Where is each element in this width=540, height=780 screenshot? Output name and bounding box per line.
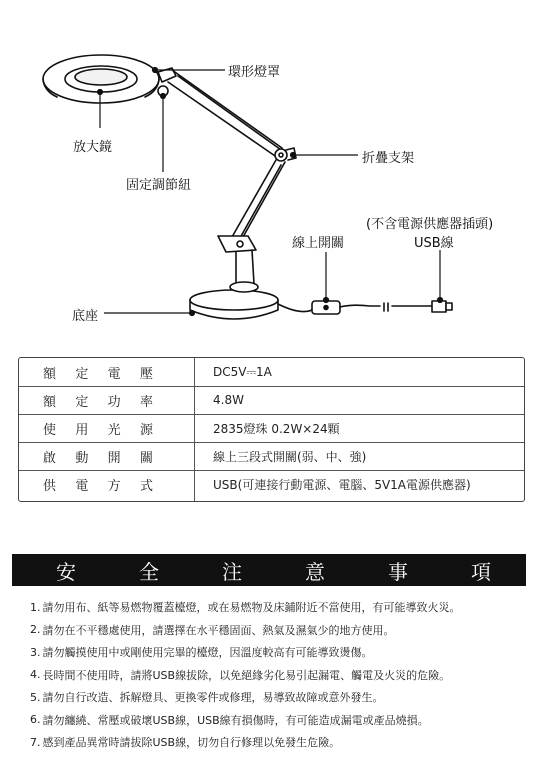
note-text: 請勿纏繞、常壓或破壞USB線，USB線有損傷時，有可能造成漏電或產品燒損。 xyxy=(42,713,429,727)
spec-value: 4.8W xyxy=(213,393,244,407)
safety-note xyxy=(30,731,520,754)
safety-note xyxy=(30,709,520,732)
note-number: 1. xyxy=(30,600,41,614)
note-number: 5. xyxy=(30,690,41,704)
spec-row-power xyxy=(19,386,524,415)
spec-key: 使 用 光 源 xyxy=(43,422,153,438)
safety-title-char: 安 xyxy=(56,559,77,584)
spec-value: 2835燈珠 0.2W×24顆 xyxy=(213,421,340,436)
lamp-ring-shade xyxy=(43,55,159,103)
note-number: 3. xyxy=(30,645,41,659)
safety-note xyxy=(30,619,520,642)
spec-key: 啟 動 開 關 xyxy=(43,450,153,466)
spec-row-switch xyxy=(19,442,524,471)
note-text: 請勿自行改造、拆解燈具、更換零件或修理，易導致故障或意外發生。 xyxy=(42,691,384,705)
safety-title-char: 意 xyxy=(305,559,326,584)
spec-key: 額 定 電 壓 xyxy=(43,366,153,382)
safety-title-char: 事 xyxy=(388,559,409,584)
label-base: 底座 xyxy=(72,309,99,324)
safety-note xyxy=(30,596,520,619)
label-inline-switch: 線上開關 xyxy=(292,236,345,251)
spec-value: USB(可連接行動電源、電腦、5V1A電源供應器) xyxy=(213,477,471,492)
spec-key: 供 電 方 式 xyxy=(43,478,153,494)
spec-row-light-source xyxy=(19,414,524,443)
label-usb-cable: USB線 xyxy=(414,236,454,251)
note-text: 長時間不使用時，請將USB線拔除，以免絕緣劣化易引起漏電、觸電及火災的危險。 xyxy=(42,668,451,682)
spec-value: 線上三段式開關(弱、中、強) xyxy=(213,449,367,464)
note-number: 7. xyxy=(30,735,41,749)
spec-table xyxy=(18,357,525,502)
safety-title-banner xyxy=(12,554,526,586)
note-text: 請勿在不平穩處使用，請選擇在水平穩固面、熱氣及濕氣少的地方使用。 xyxy=(42,623,395,637)
safety-title-char: 注 xyxy=(222,559,243,584)
label-lamp-ring: 環形燈罩 xyxy=(228,65,281,80)
safety-note xyxy=(30,641,520,664)
lamp-illustration xyxy=(0,0,540,345)
note-number: 2. xyxy=(30,623,41,637)
label-folding-bracket: 折疊支架 xyxy=(362,151,415,166)
spec-value: DC5V⎓1A xyxy=(213,364,272,379)
label-usb-note: (不含電源供應器插頭) xyxy=(366,217,494,232)
safety-title-char: 全 xyxy=(139,559,160,584)
note-number: 6. xyxy=(30,713,41,727)
safety-title-char: 項 xyxy=(471,559,492,584)
note-text: 請勿觸摸使用中或剛使用完畢的檯燈，因溫度較高有可能導致燙傷。 xyxy=(42,646,373,660)
spec-row-voltage xyxy=(19,358,524,387)
note-text: 請勿用布、紙等易燃物覆蓋檯燈，或在易燃物及床鋪附近不當使用，有可能導致火災。 xyxy=(42,601,461,615)
note-number: 4. xyxy=(30,668,41,682)
safety-notes-list xyxy=(30,596,520,754)
safety-note xyxy=(30,686,520,709)
label-magnifier: 放大鏡 xyxy=(73,140,113,155)
safety-note xyxy=(30,664,520,687)
lamp-diagram xyxy=(0,0,540,345)
note-text: 感到產品異常時請拔除USB線，切勿自行修理以免發生危險。 xyxy=(42,736,341,750)
spec-key: 額 定 功 率 xyxy=(43,394,153,410)
label-adjust-knob: 固定調節紐 xyxy=(126,178,192,193)
spec-row-power-supply xyxy=(19,470,524,498)
